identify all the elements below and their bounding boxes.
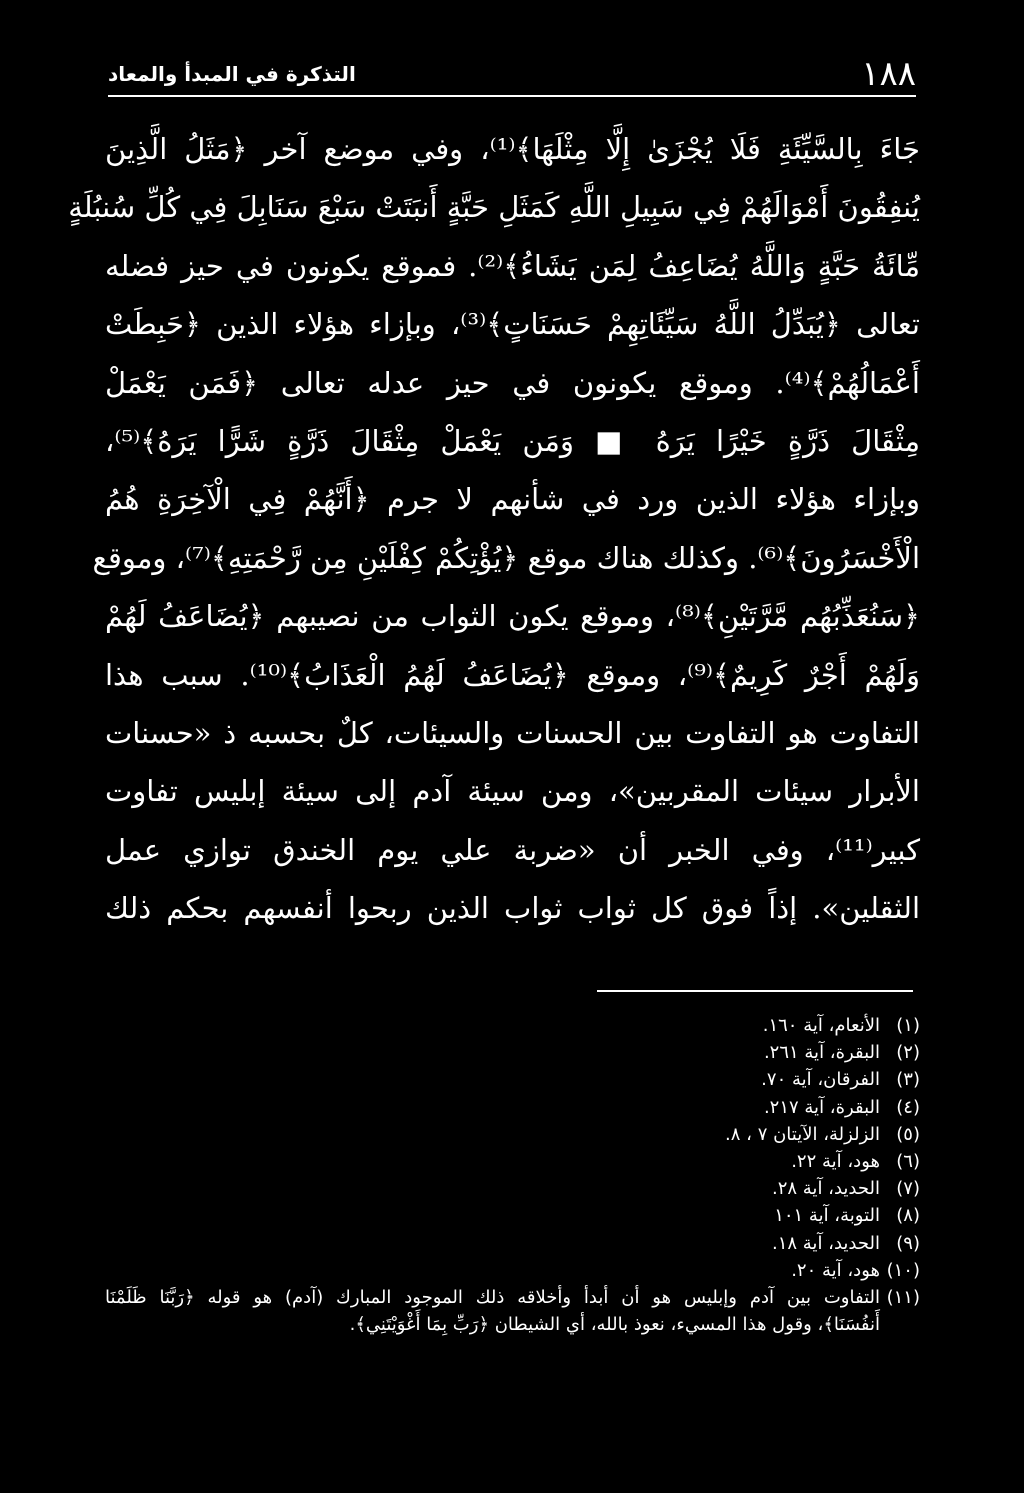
footnote-text: أَنفُسَنَا﴾، وقول هذا المسيء، نعوذ بالله، أي الشيطان ﴿رَبِّ بِمَا أَغْوَيْتَنِي﴾. — [349, 1314, 880, 1336]
footnote-number: (٦) — [896, 1150, 920, 1172]
text-line: الْأَخْسَرُونَ﴾⁽⁶⁾. وكذلك هناك موقع ﴿يُؤْتِكُمْ كِفْلَيْنِ مِن رَّحْمَتِهِ﴾⁽⁷⁾، وموقع — [92, 540, 920, 575]
running-title: التذكرة في المبدأ والمعاد — [108, 62, 356, 86]
footnote-number: (٣) — [896, 1069, 920, 1091]
text-line: جَاءَ بِالسَّيِّئَةِ فَلَا يُجْزَىٰ إِلَّا مِثْلَهَا﴾⁽¹⁾، وفي موضع آخر ﴿مَثَلُ الَّذِينَ — [105, 132, 920, 166]
footnote-text: الزلزلة، الآيتان ٧ ، ٨. — [725, 1123, 880, 1145]
footnote-text: التوبة، آية ١٠١ — [774, 1205, 880, 1227]
footnote-text: التفاوت بين آدم وإبليس هو أن أبدأ وأخلاقه ذلك الموجود المبارك (آدم) هو قوله ﴿رَبَّنَا ظَلَمْنَا — [105, 1286, 880, 1308]
footnote-text: هود، آية ٢٠. — [791, 1259, 880, 1281]
footnote — [105, 1257, 920, 1284]
footnote-text: الحديد، آية ١٨. — [771, 1232, 880, 1254]
footnote-number: (١) — [896, 1015, 920, 1036]
footnote-text: البقرة، آية ٢١٧. — [763, 1096, 880, 1118]
page-number: ١٨٨ — [861, 54, 916, 94]
text-line: الثقلين». إذاً فوق كل ثواب ثواب الذين ربحوا أنفسهم بحكم ذلك — [105, 891, 920, 926]
main-text — [68, 120, 920, 937]
footnote — [105, 1175, 920, 1202]
header-rule — [108, 95, 916, 97]
footnote-number: (٢) — [896, 1042, 920, 1064]
footnote-text: الأنعام، آية ١٦٠. — [762, 1015, 880, 1036]
footnote-number: (٧) — [896, 1178, 920, 1200]
footnote-text: الحديد، آية ٢٨. — [771, 1178, 880, 1200]
footnote — [105, 1012, 920, 1039]
text-line: الأبرار سيئات المقربين»، ومن سيئة آدم إلى سيئة إبليس تفاوت — [105, 774, 920, 809]
footnote-number: (٥) — [896, 1123, 920, 1145]
footnote-number: (٤) — [896, 1096, 920, 1118]
footnote — [105, 1066, 920, 1093]
text-line: وبإزاء هؤلاء الذين ورد في شأنهم لا جرم ﴿أَنَّهُمْ فِي الْآخِرَةِ هُمُ — [105, 482, 920, 517]
text-line: أَعْمَالُهُمْ﴾⁽⁴⁾. وموقع يكونون في حيز عدله تعالى ﴿فَمَن يَعْمَلْ — [105, 365, 920, 400]
footnote-number: (٩) — [896, 1232, 920, 1254]
footnote-separator — [597, 990, 913, 992]
footnote — [105, 1039, 920, 1066]
footnotes — [105, 1012, 920, 1338]
text-line: كبير⁽¹¹⁾، وفي الخبر أن «ضربة علي يوم الخندق توازي عمل — [105, 832, 920, 867]
footnote-number: (٨) — [896, 1205, 920, 1227]
footnote-continuation — [105, 1311, 920, 1338]
page-header — [108, 50, 916, 94]
text-line: مِّائَةُ حَبَّةٍ وَاللَّهُ يُضَاعِفُ لِمَن يَشَاءُ﴾⁽²⁾. فموقع يكونون في حيز فضله — [105, 248, 920, 283]
footnote — [105, 1148, 920, 1175]
footnote-text: البقرة، آية ٢٦١. — [763, 1042, 880, 1064]
footnote-text: الفرقان، آية ٧٠. — [761, 1069, 880, 1091]
footnote-number: (١١) — [886, 1286, 920, 1308]
footnote — [105, 1202, 920, 1229]
footnote — [105, 1284, 920, 1311]
footnote-text: هود، آية ٢٢. — [791, 1150, 880, 1172]
text-line: وَلَهُمْ أَجْرٌ كَرِيمٌ﴾⁽⁹⁾، وموقع ﴿يُضَاعَفُ لَهُمُ الْعَذَابُ﴾⁽¹⁰⁾. سبب هذا — [105, 657, 920, 692]
text-line: ﴿سَنُعَذِّبُهُم مَّرَّتَيْنِ﴾⁽⁸⁾، وموقع يكون الثواب من نصيبهم ﴿يُضَاعَفُ لَهُمْ — [105, 599, 920, 634]
text-line: التفاوت هو التفاوت بين الحسنات والسيئات، كلٌ بحسبه ذ «حسنات — [105, 715, 920, 750]
footnote — [105, 1230, 920, 1257]
text-line: مِثْقَالَ ذَرَّةٍ خَيْرًا يَرَهُ ■ وَمَن يَعْمَلْ مِثْقَالَ ذَرَّةٍ شَرًّا يَرَهُ﴾⁽⁵⁾، — [105, 423, 920, 458]
footnote — [105, 1121, 920, 1148]
footnote — [105, 1094, 920, 1121]
footnote-number: (١٠) — [886, 1259, 920, 1281]
text-line: يُنفِقُونَ أَمْوَالَهُمْ فِي سَبِيلِ اللَّهِ كَمَثَلِ حَبَّةٍ أَنبَتَتْ سَبْعَ سَنَابِلَ فِي كُلِّ سُنبُلَةٍ — [68, 190, 920, 225]
text-line: تعالى ﴿يُبَدِّلُ اللَّهُ سَيِّئَاتِهِمْ حَسَنَاتٍ﴾⁽³⁾، وبإزاء هؤلاء الذين ﴿حَبِطَتْ — [105, 307, 920, 342]
